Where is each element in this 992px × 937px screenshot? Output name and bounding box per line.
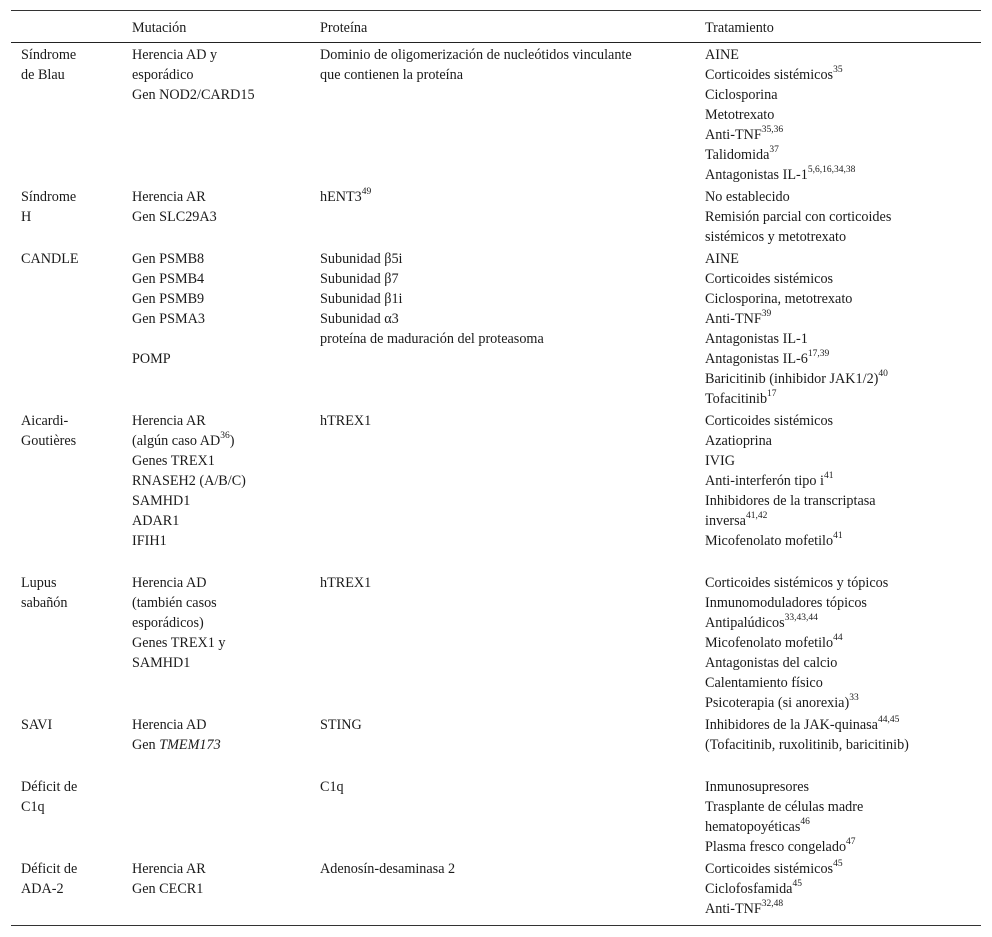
row-protein: Adenosín-desaminasa 2 — [320, 861, 456, 877]
row-mutation: Herencia AD y esporádico Gen NOD2/CARD15 — [132, 47, 255, 103]
row-protein: C1q — [320, 779, 344, 795]
row-treatment: Inhibidores de la JAK-quinasa$^{44,45}$ (Tofacitinib, ruxolitinib, baricitinib) — [705, 715, 909, 753]
row-mutation: Herencia AD Gen TMEM173 — [132, 717, 221, 753]
row-name: Lupus sabañón — [21, 575, 68, 611]
table-bottom-rule — [11, 925, 981, 926]
row-treatment: Corticoides sistémicos Azatioprina IVIG Anti-interferón tipo $i^{41}$ Inhibidores de la transcriptasa inversa$^{41,42}$ Micofenolato mofetilo$^{41}$ — [705, 413, 876, 549]
row-protein: hTREX1 — [320, 575, 372, 591]
table-top-rule — [11, 10, 981, 11]
row-name: Aicardi- Goutières — [21, 413, 77, 449]
row-protein: hTREX1 — [320, 413, 372, 429]
row-mutation: Herencia AR Gen SLC29A3 — [132, 189, 217, 225]
row-treatment: No establecido Remisión parcial con corticoides sistémicos y metotrexato — [705, 189, 892, 245]
row-protein: Dominio de oligomerización de nucleótidos vinculante que contienen la proteína — [320, 47, 632, 83]
row-mutation: Herencia AD (también casos esporádicos) Genes TREX1 y SAMHD1 — [132, 575, 226, 671]
row-mutation: Herencia AR (algún caso AD$^{36}$) Genes TREX1 RNASEH2 (A/B/C) SAMHD1 ADAR1 IFIH1 — [132, 413, 246, 549]
row-protein: Subunidad β5i Subunidad β7 Subunidad β1i Subunidad α3 proteína de maduración del proteasoma — [320, 251, 544, 347]
row-treatment: AINE Corticoides sistémicos Ciclosporina, metotrexato Anti-TNF$^{39}$ Antagonistas IL-1 Antagonistas IL-6$^{17,39}$ Baricitinib (inhibidor JAK1/2)$^{40}$ Tofacitinib$^{17}$ — [705, 251, 888, 407]
row-name: Déficit de ADA-2 — [21, 861, 78, 897]
row-name: Síndrome de Blau — [21, 47, 77, 83]
row-treatment: Corticoides sistémicos$^{45}$ Ciclofosfamida$^{45}$ Anti-TNF$^{32,48}$ — [705, 859, 843, 917]
header-proteina: Proteína — [320, 20, 368, 36]
header-mutacion: Mutación — [132, 20, 187, 36]
row-protein: STING — [320, 717, 362, 733]
row-name: SAVI — [21, 717, 53, 733]
row-mutation: Gen PSMB8 Gen PSMB4 Gen PSMB9 Gen PSMA3 POMP — [132, 251, 205, 367]
row-name: CANDLE — [21, 251, 79, 267]
row-mutation: Herencia AR Gen CECR1 — [132, 861, 206, 897]
header-tratamiento: Tratamiento — [705, 20, 774, 36]
row-protein: $hENT3^{49}$ — [320, 187, 372, 205]
row-name: Síndrome H — [21, 189, 77, 225]
row-treatment: AINE Corticoides sistémicos$^{35}$ Ciclosporina Metotrexato Anti-TNF$^{35,36}$ Talidomida$^{37}$ Antagonistas IL-1$^{5,6,16,34,38}$ — [705, 47, 856, 183]
row-name: Déficit de C1q — [21, 779, 78, 815]
header-rule — [11, 42, 981, 43]
row-treatment: Corticoides sistémicos y tópicos Inmunomoduladores tópicos Antipalúdicos$^{33,43,44}$ Micofenolato mofetilo$^{44}$ Antagonistas del calcio Calentamiento físico Psicoterapia (si anorexia)$^{33}$ — [705, 575, 889, 711]
row-treatment: Inmunosupresores Trasplante de células madre hematopoyéticas$^{46}$ Plasma fresco congelado$^{47}$ — [705, 779, 864, 855]
